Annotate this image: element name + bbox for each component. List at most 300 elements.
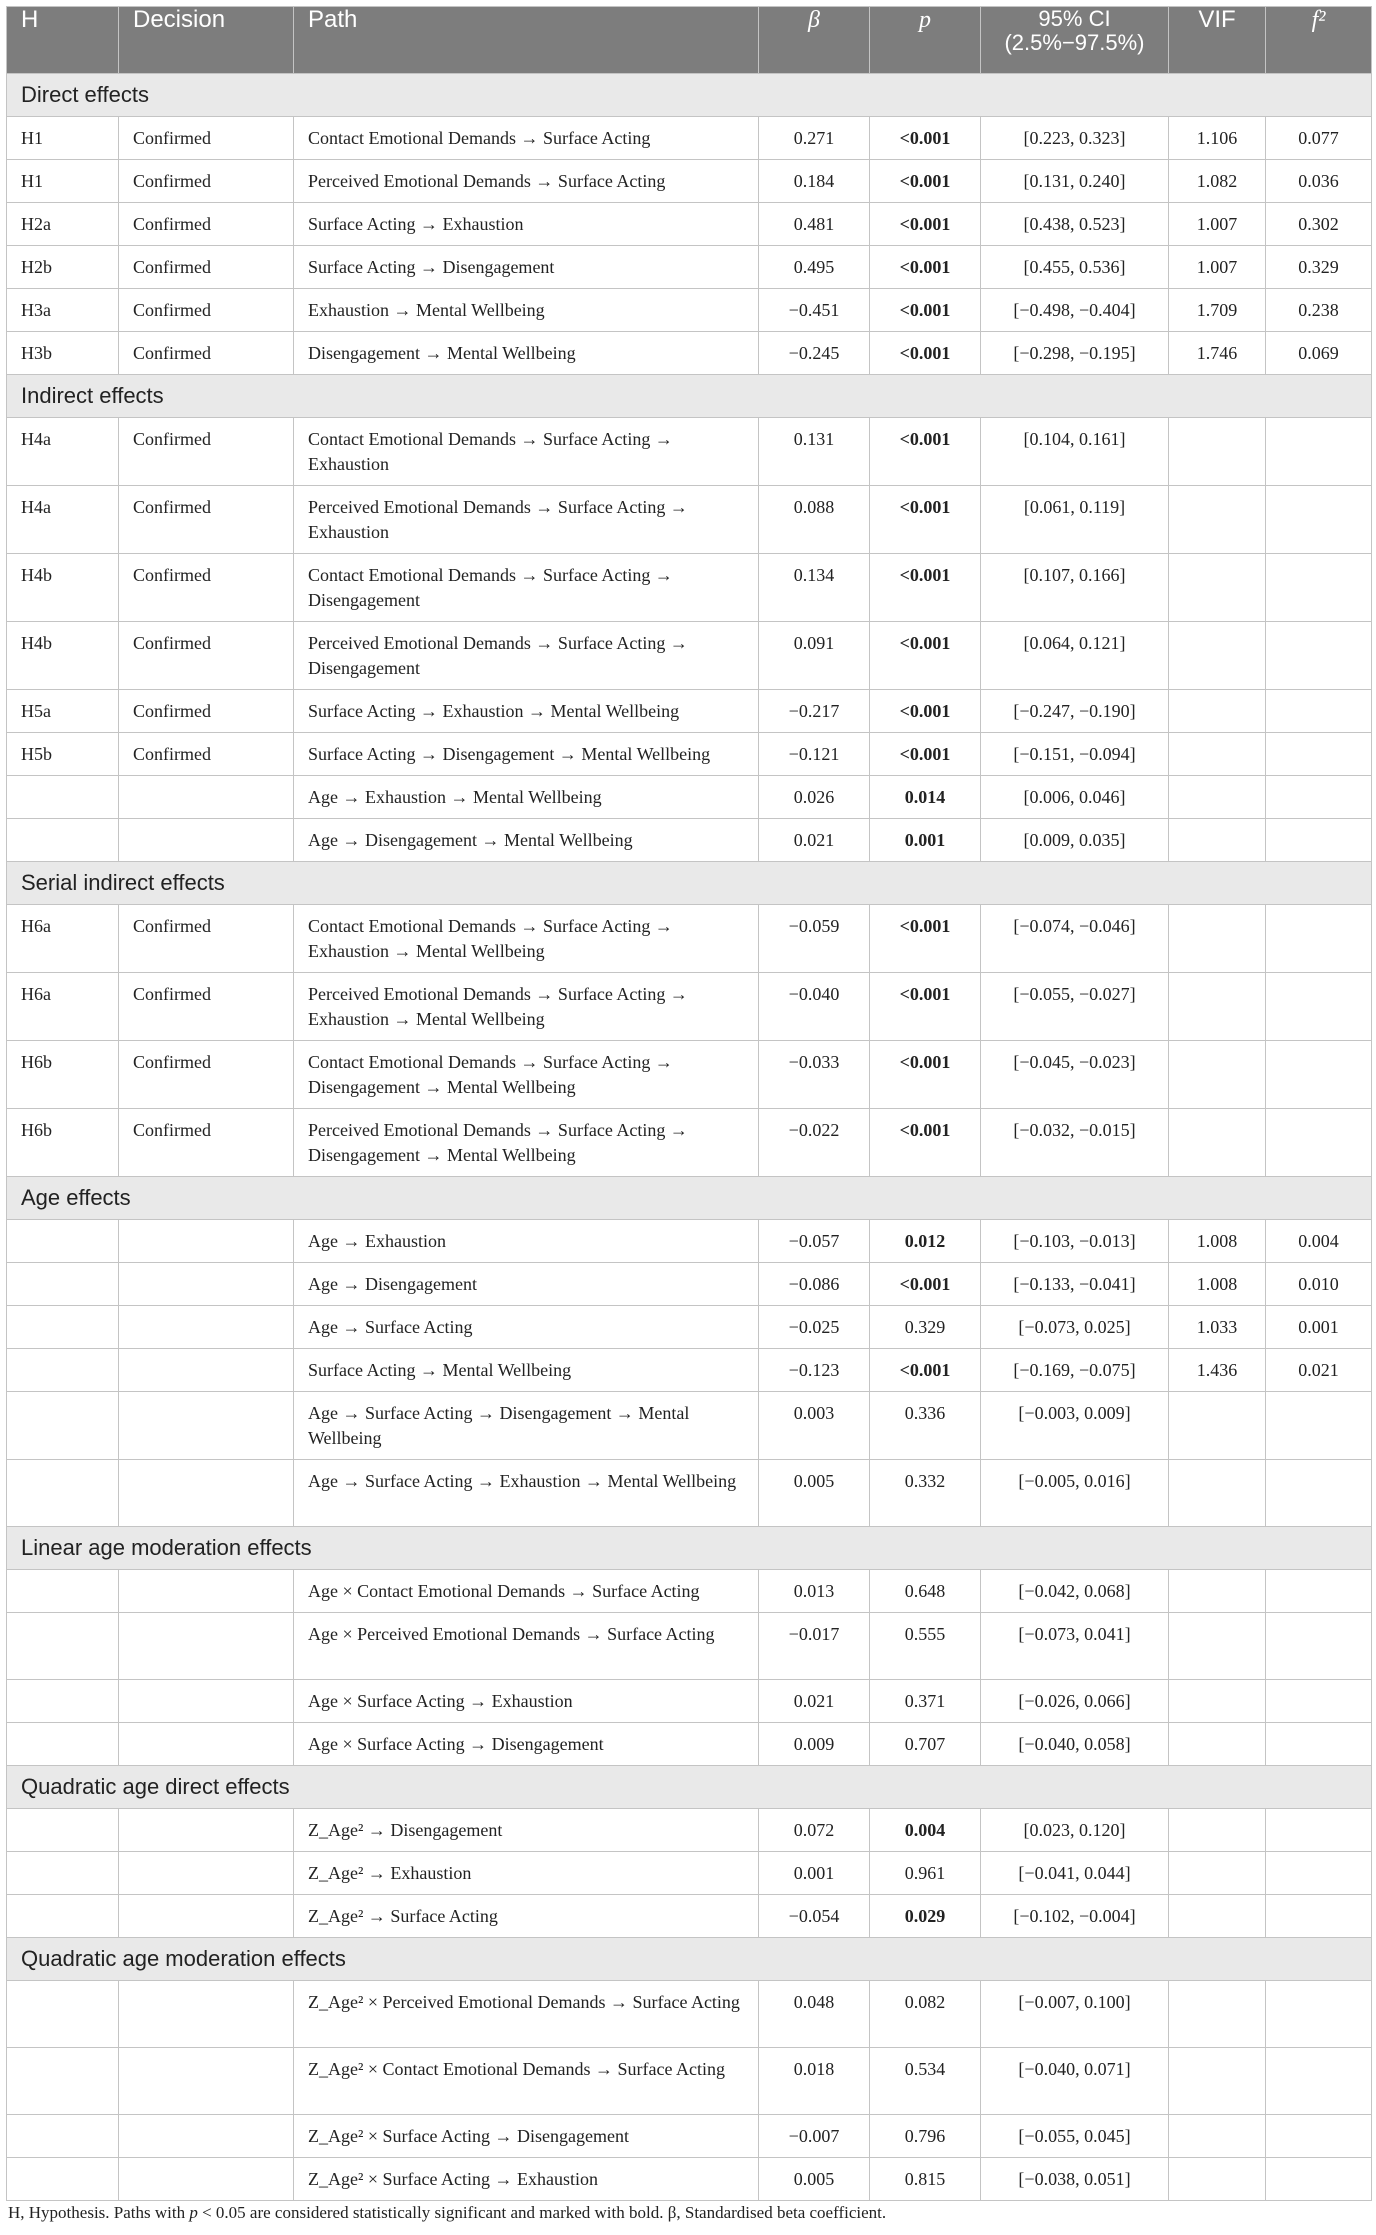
cell-ci: [−0.498, −0.404] xyxy=(981,289,1169,332)
table-row xyxy=(7,733,1372,776)
cell-f2 xyxy=(1266,1041,1372,1109)
cell-path: Z_Age² × Surface Acting → Exhaustion xyxy=(294,2158,759,2201)
cell-f2 xyxy=(1266,1809,1372,1852)
section-header xyxy=(7,74,1372,117)
cell-vif xyxy=(1169,973,1266,1041)
cell-beta: 0.021 xyxy=(759,1680,870,1723)
cell-f2 xyxy=(1266,1981,1372,2048)
cell-p: <0.001 xyxy=(870,486,981,554)
cell-p: 0.796 xyxy=(870,2115,981,2158)
cell-f2: 0.077 xyxy=(1266,117,1372,160)
cell-beta: 0.003 xyxy=(759,1392,870,1460)
cell-f2 xyxy=(1266,2048,1372,2115)
table-row xyxy=(7,819,1372,862)
cell-beta: 0.088 xyxy=(759,486,870,554)
cell-ci: [−0.103, −0.013] xyxy=(981,1220,1169,1263)
cell-decision: Confirmed xyxy=(119,733,294,776)
cell-beta: 0.005 xyxy=(759,2158,870,2201)
cell-beta: −0.017 xyxy=(759,1613,870,1680)
cell-p: <0.001 xyxy=(870,905,981,973)
cell-h: H1 xyxy=(7,117,119,160)
cell-h: H5b xyxy=(7,733,119,776)
cell-p: 0.029 xyxy=(870,1895,981,1938)
cell-vif: 1.007 xyxy=(1169,246,1266,289)
cell-decision: Confirmed xyxy=(119,973,294,1041)
cell-beta: 0.495 xyxy=(759,246,870,289)
cell-h xyxy=(7,1306,119,1349)
table-row xyxy=(7,905,1372,973)
cell-decision: Confirmed xyxy=(119,486,294,554)
cell-vif xyxy=(1169,1613,1266,1680)
cell-decision: Confirmed xyxy=(119,203,294,246)
cell-f2 xyxy=(1266,1895,1372,1938)
cell-ci: [−0.102, −0.004] xyxy=(981,1895,1169,1938)
cell-path: Perceived Emotional Demands → Surface Acting → Disengagement → Mental Wellbeing xyxy=(294,1109,759,1177)
cell-f2: 0.302 xyxy=(1266,203,1372,246)
cell-path: Perceived Emotional Demands → Surface Acting → Exhaustion xyxy=(294,486,759,554)
cell-decision xyxy=(119,1349,294,1392)
cell-vif xyxy=(1169,2158,1266,2201)
cell-path: Age → Surface Acting xyxy=(294,1306,759,1349)
cell-path: Age × Contact Emotional Demands → Surface Acting xyxy=(294,1570,759,1613)
table-row xyxy=(7,2048,1372,2115)
cell-h xyxy=(7,2048,119,2115)
cell-p: 0.329 xyxy=(870,1306,981,1349)
cell-vif xyxy=(1169,905,1266,973)
cell-ci: [−0.045, −0.023] xyxy=(981,1041,1169,1109)
header-f2-label: f² xyxy=(1311,7,1326,33)
cell-vif: 1.709 xyxy=(1169,289,1266,332)
cell-path: Z_Age² → Disengagement xyxy=(294,1809,759,1852)
header-beta-label: β xyxy=(808,7,820,33)
footnote-part2: < 0.05 are considered statistically significant and marked with bold. β, Standardised beta coefficient. xyxy=(197,2203,887,2222)
cell-p: 0.371 xyxy=(870,1680,981,1723)
cell-decision: Confirmed xyxy=(119,117,294,160)
cell-h: H6b xyxy=(7,1109,119,1177)
cell-vif: 1.008 xyxy=(1169,1263,1266,1306)
cell-beta: −0.059 xyxy=(759,905,870,973)
cell-h: H2a xyxy=(7,203,119,246)
cell-beta: 0.048 xyxy=(759,1981,870,2048)
cell-decision: Confirmed xyxy=(119,1041,294,1109)
cell-vif xyxy=(1169,776,1266,819)
cell-p: 0.534 xyxy=(870,2048,981,2115)
cell-path: Exhaustion → Mental Wellbeing xyxy=(294,289,759,332)
table-row xyxy=(7,1392,1372,1460)
cell-h xyxy=(7,1220,119,1263)
cell-h xyxy=(7,1570,119,1613)
cell-vif xyxy=(1169,1723,1266,1766)
cell-decision xyxy=(119,1392,294,1460)
cell-h xyxy=(7,1263,119,1306)
cell-decision: Confirmed xyxy=(119,418,294,486)
cell-beta: 0.021 xyxy=(759,819,870,862)
cell-vif xyxy=(1169,1392,1266,1460)
cell-beta: −0.040 xyxy=(759,973,870,1041)
section-title: Serial indirect effects xyxy=(7,862,1372,905)
cell-p: 0.707 xyxy=(870,1723,981,1766)
results-table xyxy=(6,6,1372,2201)
cell-p: <0.001 xyxy=(870,1041,981,1109)
cell-beta: −0.121 xyxy=(759,733,870,776)
cell-f2 xyxy=(1266,2115,1372,2158)
cell-ci: [−0.151, −0.094] xyxy=(981,733,1169,776)
cell-vif: 1.007 xyxy=(1169,203,1266,246)
cell-vif xyxy=(1169,1809,1266,1852)
cell-path: Age → Disengagement xyxy=(294,1263,759,1306)
cell-f2 xyxy=(1266,2158,1372,2201)
cell-vif xyxy=(1169,418,1266,486)
cell-vif xyxy=(1169,1895,1266,1938)
cell-beta: −0.217 xyxy=(759,690,870,733)
cell-path: Age → Exhaustion → Mental Wellbeing xyxy=(294,776,759,819)
table-row xyxy=(7,1263,1372,1306)
cell-vif xyxy=(1169,1680,1266,1723)
cell-vif xyxy=(1169,1109,1266,1177)
table-row xyxy=(7,2158,1372,2201)
cell-decision xyxy=(119,1680,294,1723)
cell-p: 0.555 xyxy=(870,1613,981,1680)
cell-p: <0.001 xyxy=(870,554,981,622)
cell-f2 xyxy=(1266,1392,1372,1460)
cell-path: Surface Acting → Mental Wellbeing xyxy=(294,1349,759,1392)
section-title: Quadratic age direct effects xyxy=(7,1766,1372,1809)
cell-beta: −0.022 xyxy=(759,1109,870,1177)
header-decision: Decision xyxy=(119,7,294,74)
cell-ci: [−0.247, −0.190] xyxy=(981,690,1169,733)
cell-vif: 1.033 xyxy=(1169,1306,1266,1349)
table-row xyxy=(7,1220,1372,1263)
cell-path: Perceived Emotional Demands → Surface Acting → Disengagement xyxy=(294,622,759,690)
footnote-part1: H, Hypothesis. Paths with xyxy=(8,2203,190,2222)
cell-f2 xyxy=(1266,819,1372,862)
cell-path: Perceived Emotional Demands → Surface Acting xyxy=(294,160,759,203)
header-path: Path xyxy=(294,7,759,74)
cell-p: 0.001 xyxy=(870,819,981,862)
cell-h xyxy=(7,1852,119,1895)
cell-decision: Confirmed xyxy=(119,905,294,973)
cell-p: 0.014 xyxy=(870,776,981,819)
section-title: Indirect effects xyxy=(7,375,1372,418)
cell-p: 0.961 xyxy=(870,1852,981,1895)
header-p xyxy=(870,7,981,74)
cell-decision xyxy=(119,1306,294,1349)
cell-path: Surface Acting → Exhaustion xyxy=(294,203,759,246)
table-row xyxy=(7,622,1372,690)
cell-h xyxy=(7,2158,119,2201)
cell-ci: [−0.040, 0.071] xyxy=(981,2048,1169,2115)
cell-h: H4a xyxy=(7,486,119,554)
section-header xyxy=(7,1766,1372,1809)
cell-decision xyxy=(119,776,294,819)
cell-beta: −0.025 xyxy=(759,1306,870,1349)
cell-ci: [−0.042, 0.068] xyxy=(981,1570,1169,1613)
cell-beta: 0.072 xyxy=(759,1809,870,1852)
table-row xyxy=(7,1109,1372,1177)
cell-decision: Confirmed xyxy=(119,246,294,289)
cell-beta: −0.123 xyxy=(759,1349,870,1392)
cell-decision xyxy=(119,2158,294,2201)
cell-beta: 0.026 xyxy=(759,776,870,819)
cell-p: 0.082 xyxy=(870,1981,981,2048)
header-p-label: p xyxy=(919,7,931,33)
section-title: Age effects xyxy=(7,1177,1372,1220)
cell-h: H2b xyxy=(7,246,119,289)
cell-decision xyxy=(119,1723,294,1766)
section-header xyxy=(7,862,1372,905)
cell-ci: [−0.026, 0.066] xyxy=(981,1680,1169,1723)
cell-beta: −0.054 xyxy=(759,1895,870,1938)
cell-ci: [−0.003, 0.009] xyxy=(981,1392,1169,1460)
section-header xyxy=(7,1938,1372,1981)
cell-beta: 0.134 xyxy=(759,554,870,622)
cell-h: H6a xyxy=(7,973,119,1041)
cell-p: 0.815 xyxy=(870,2158,981,2201)
cell-ci: [0.064, 0.121] xyxy=(981,622,1169,690)
cell-path: Z_Age² × Surface Acting → Disengagement xyxy=(294,2115,759,2158)
cell-decision: Confirmed xyxy=(119,622,294,690)
cell-f2: 0.069 xyxy=(1266,332,1372,375)
cell-vif xyxy=(1169,690,1266,733)
cell-ci: [−0.073, 0.041] xyxy=(981,1613,1169,1680)
cell-f2 xyxy=(1266,1613,1372,1680)
cell-decision: Confirmed xyxy=(119,690,294,733)
table-row xyxy=(7,1809,1372,1852)
cell-ci: [−0.298, −0.195] xyxy=(981,332,1169,375)
cell-ci: [0.223, 0.323] xyxy=(981,117,1169,160)
cell-path: Disengagement → Mental Wellbeing xyxy=(294,332,759,375)
cell-ci: [0.131, 0.240] xyxy=(981,160,1169,203)
cell-p: <0.001 xyxy=(870,690,981,733)
table-footnote xyxy=(8,2203,886,2223)
cell-beta: 0.271 xyxy=(759,117,870,160)
cell-h xyxy=(7,1809,119,1852)
cell-path: Surface Acting → Disengagement xyxy=(294,246,759,289)
cell-f2 xyxy=(1266,905,1372,973)
cell-vif xyxy=(1169,622,1266,690)
table-row xyxy=(7,1981,1372,2048)
cell-f2: 0.010 xyxy=(1266,1263,1372,1306)
table-row xyxy=(7,1852,1372,1895)
cell-vif: 1.008 xyxy=(1169,1220,1266,1263)
cell-p: <0.001 xyxy=(870,117,981,160)
table-row xyxy=(7,1349,1372,1392)
cell-decision xyxy=(119,819,294,862)
cell-decision: Confirmed xyxy=(119,332,294,375)
cell-f2 xyxy=(1266,690,1372,733)
cell-h xyxy=(7,1613,119,1680)
cell-ci: [0.104, 0.161] xyxy=(981,418,1169,486)
cell-ci: [−0.038, 0.051] xyxy=(981,2158,1169,2201)
cell-beta: 0.009 xyxy=(759,1723,870,1766)
cell-decision xyxy=(119,1852,294,1895)
cell-ci: [−0.040, 0.058] xyxy=(981,1723,1169,1766)
cell-beta: −0.451 xyxy=(759,289,870,332)
cell-f2: 0.001 xyxy=(1266,1306,1372,1349)
cell-ci: [0.006, 0.046] xyxy=(981,776,1169,819)
header-f2 xyxy=(1266,7,1372,74)
cell-path: Contact Emotional Demands → Surface Acting → Exhaustion → Mental Wellbeing xyxy=(294,905,759,973)
cell-p: <0.001 xyxy=(870,246,981,289)
table-row xyxy=(7,1723,1372,1766)
cell-ci: [0.438, 0.523] xyxy=(981,203,1169,246)
cell-ci: [−0.133, −0.041] xyxy=(981,1263,1169,1306)
cell-vif xyxy=(1169,486,1266,554)
cell-decision xyxy=(119,1263,294,1306)
cell-f2 xyxy=(1266,554,1372,622)
cell-beta: 0.005 xyxy=(759,1460,870,1527)
cell-ci: [−0.032, −0.015] xyxy=(981,1109,1169,1177)
cell-h: H4a xyxy=(7,418,119,486)
cell-path: Surface Acting → Disengagement → Mental Wellbeing xyxy=(294,733,759,776)
table-row xyxy=(7,690,1372,733)
cell-decision xyxy=(119,1460,294,1527)
cell-ci: [−0.073, 0.025] xyxy=(981,1306,1169,1349)
cell-beta: 0.184 xyxy=(759,160,870,203)
cell-f2: 0.021 xyxy=(1266,1349,1372,1392)
cell-ci: [−0.007, 0.100] xyxy=(981,1981,1169,2048)
table-row xyxy=(7,203,1372,246)
cell-path: Age × Surface Acting → Exhaustion xyxy=(294,1680,759,1723)
cell-h xyxy=(7,1680,119,1723)
cell-h: H6b xyxy=(7,1041,119,1109)
footnote-p-symbol: p xyxy=(189,2203,198,2222)
cell-h: H5a xyxy=(7,690,119,733)
section-title: Quadratic age moderation effects xyxy=(7,1938,1372,1981)
table-body xyxy=(7,74,1372,2201)
cell-h: H3b xyxy=(7,332,119,375)
cell-h: H3a xyxy=(7,289,119,332)
cell-decision: Confirmed xyxy=(119,554,294,622)
section-header xyxy=(7,1177,1372,1220)
cell-path: Age → Exhaustion xyxy=(294,1220,759,1263)
cell-decision xyxy=(119,1570,294,1613)
cell-beta: −0.033 xyxy=(759,1041,870,1109)
table-row xyxy=(7,776,1372,819)
cell-vif xyxy=(1169,2048,1266,2115)
header-ci-line2: (2.5%−97.5%) xyxy=(1004,30,1145,55)
cell-path: Surface Acting → Exhaustion → Mental Wellbeing xyxy=(294,690,759,733)
cell-h xyxy=(7,1981,119,2048)
cell-beta: −0.007 xyxy=(759,2115,870,2158)
cell-ci: [−0.055, −0.027] xyxy=(981,973,1169,1041)
table-row xyxy=(7,1460,1372,1527)
cell-path: Age → Surface Acting → Exhaustion → Mental Wellbeing xyxy=(294,1460,759,1527)
cell-f2: 0.004 xyxy=(1266,1220,1372,1263)
cell-h: H4b xyxy=(7,554,119,622)
cell-beta: −0.245 xyxy=(759,332,870,375)
cell-decision: Confirmed xyxy=(119,160,294,203)
cell-path: Contact Emotional Demands → Surface Acting → Disengagement → Mental Wellbeing xyxy=(294,1041,759,1109)
cell-beta: 0.131 xyxy=(759,418,870,486)
cell-p: 0.648 xyxy=(870,1570,981,1613)
cell-decision xyxy=(119,1981,294,2048)
cell-h xyxy=(7,1895,119,1938)
cell-f2 xyxy=(1266,1852,1372,1895)
cell-f2: 0.036 xyxy=(1266,160,1372,203)
cell-vif xyxy=(1169,1981,1266,2048)
cell-path: Z_Age² × Perceived Emotional Demands → Surface Acting xyxy=(294,1981,759,2048)
section-header xyxy=(7,375,1372,418)
cell-f2 xyxy=(1266,1109,1372,1177)
cell-path: Z_Age² → Exhaustion xyxy=(294,1852,759,1895)
cell-h xyxy=(7,776,119,819)
cell-decision: Confirmed xyxy=(119,289,294,332)
cell-h: H6a xyxy=(7,905,119,973)
cell-h xyxy=(7,2115,119,2158)
table-row xyxy=(7,289,1372,332)
table-header xyxy=(7,7,1372,74)
cell-beta: −0.057 xyxy=(759,1220,870,1263)
cell-h xyxy=(7,1723,119,1766)
cell-vif xyxy=(1169,733,1266,776)
cell-vif xyxy=(1169,1460,1266,1527)
header-ci-line1: 95% CI xyxy=(1038,6,1111,31)
table-row xyxy=(7,1041,1372,1109)
table-row xyxy=(7,554,1372,622)
cell-beta: 0.481 xyxy=(759,203,870,246)
cell-decision xyxy=(119,1613,294,1680)
cell-ci: [0.023, 0.120] xyxy=(981,1809,1169,1852)
cell-vif xyxy=(1169,819,1266,862)
cell-p: <0.001 xyxy=(870,332,981,375)
table-row xyxy=(7,1613,1372,1680)
cell-ci: [0.061, 0.119] xyxy=(981,486,1169,554)
section-header xyxy=(7,1527,1372,1570)
cell-vif: 1.106 xyxy=(1169,117,1266,160)
cell-beta: 0.091 xyxy=(759,622,870,690)
table-row xyxy=(7,246,1372,289)
cell-f2 xyxy=(1266,622,1372,690)
section-title: Linear age moderation effects xyxy=(7,1527,1372,1570)
cell-h xyxy=(7,819,119,862)
header-vif: VIF xyxy=(1169,7,1266,74)
cell-path: Z_Age² × Contact Emotional Demands → Surface Acting xyxy=(294,2048,759,2115)
cell-h xyxy=(7,1460,119,1527)
cell-vif: 1.436 xyxy=(1169,1349,1266,1392)
cell-p: 0.336 xyxy=(870,1392,981,1460)
table-row xyxy=(7,1895,1372,1938)
table-row xyxy=(7,486,1372,554)
cell-vif xyxy=(1169,554,1266,622)
cell-vif xyxy=(1169,1852,1266,1895)
cell-ci: [0.107, 0.166] xyxy=(981,554,1169,622)
cell-f2 xyxy=(1266,1723,1372,1766)
cell-f2: 0.329 xyxy=(1266,246,1372,289)
cell-h xyxy=(7,1349,119,1392)
cell-p: <0.001 xyxy=(870,1109,981,1177)
cell-p: <0.001 xyxy=(870,733,981,776)
cell-path: Contact Emotional Demands → Surface Acting → Disengagement xyxy=(294,554,759,622)
cell-ci: [−0.074, −0.046] xyxy=(981,905,1169,973)
table-row xyxy=(7,117,1372,160)
table-row xyxy=(7,973,1372,1041)
cell-decision xyxy=(119,1895,294,1938)
cell-decision xyxy=(119,1809,294,1852)
cell-path: Age × Perceived Emotional Demands → Surface Acting xyxy=(294,1613,759,1680)
cell-ci: [−0.005, 0.016] xyxy=(981,1460,1169,1527)
cell-f2 xyxy=(1266,733,1372,776)
cell-p: <0.001 xyxy=(870,160,981,203)
cell-h: H1 xyxy=(7,160,119,203)
cell-vif xyxy=(1169,1570,1266,1613)
cell-f2 xyxy=(1266,1680,1372,1723)
cell-f2: 0.238 xyxy=(1266,289,1372,332)
cell-path: Age × Surface Acting → Disengagement xyxy=(294,1723,759,1766)
cell-h xyxy=(7,1392,119,1460)
cell-p: <0.001 xyxy=(870,1349,981,1392)
cell-p: <0.001 xyxy=(870,622,981,690)
